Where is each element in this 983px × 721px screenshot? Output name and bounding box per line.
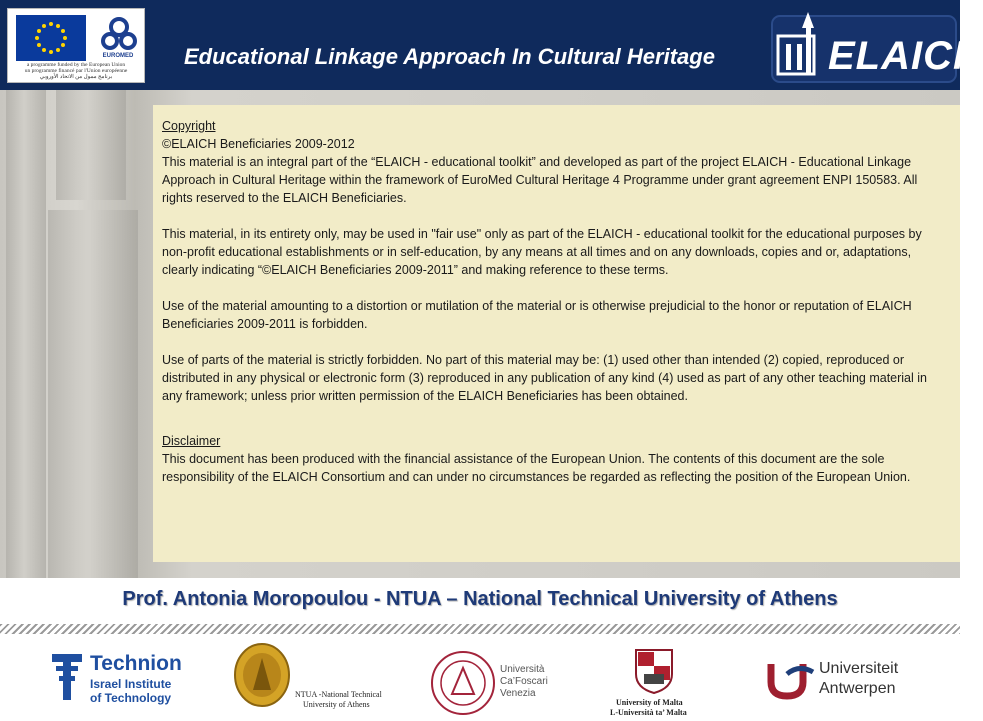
page-title: Educational Linkage Approach In Cultural Heritage bbox=[184, 44, 715, 69]
column-ruin bbox=[48, 210, 138, 578]
malta-logo bbox=[610, 648, 710, 720]
eu-flag-icon bbox=[16, 15, 86, 61]
column-ruin bbox=[6, 90, 46, 578]
copyright-heading: Copyright bbox=[162, 119, 216, 133]
copyright-line: ©ELAICH Beneficiaries 2009-2012 bbox=[162, 137, 355, 151]
author-bar bbox=[0, 578, 960, 624]
malta-crest-icon bbox=[634, 648, 674, 694]
antwerpen-emblem-icon bbox=[767, 660, 815, 700]
venezia-name: Ca’Foscari bbox=[500, 676, 548, 687]
ntua-name: NTUA -National Technical bbox=[295, 690, 382, 699]
technion-logo bbox=[50, 650, 190, 710]
venezia-name: Venezia bbox=[500, 688, 536, 699]
elaich-logo bbox=[768, 6, 983, 84]
technion-sub: of Technology bbox=[90, 691, 172, 705]
antwerpen-name: Universiteit bbox=[819, 660, 899, 677]
antwerpen-logo bbox=[767, 660, 917, 706]
antwerpen-name: Antwerpen bbox=[819, 680, 896, 697]
paragraph: Use of parts of the material is strictly forbidden. No part of this material may be: (1) used other than intended (2) copied, reproduced or distributed in any physical or electronic form (3) reproduced in any publication of any kind (4) used as part of any other teaching material in any framework; unless prior written permission of the ELAICH Beneficiaries has been obtained. bbox=[162, 353, 927, 403]
euromed-label: EUROMED bbox=[102, 53, 134, 59]
ntua-logo bbox=[233, 642, 403, 718]
malta-name: L-Università ta’ Malta bbox=[610, 708, 687, 717]
ntua-name: University of Athens bbox=[303, 700, 370, 709]
technion-emblem-icon bbox=[50, 650, 84, 704]
copyright-panel bbox=[153, 105, 960, 562]
disclaimer-text: This document has been produced with the financial assistance of the European Union. The contents of this document are the sole responsibility of the ELAICH Consortium and can under no circumstances be regarded as reflecting the position of the European Union. bbox=[162, 452, 911, 484]
disclaimer-heading: Disclaimer bbox=[162, 434, 221, 448]
eu-funding-badge bbox=[7, 8, 145, 83]
eu-caption-line: برنامج ممول من الاتحاد الأوروبي bbox=[39, 74, 113, 80]
paragraph: Use of the material amounting to a distortion or mutilation of the material or is otherwise prejudicial to the honor or reputation of ELAICH Beneficiaries 2009-2011 is forbidden. bbox=[162, 299, 912, 331]
column-ruin bbox=[56, 90, 126, 200]
technion-name: Technion bbox=[90, 652, 182, 675]
eu-caption-line: a programme funded by the European Union bbox=[26, 62, 126, 68]
paragraph: This material is an integral part of the “ELAICH - educational toolkit” and developed as part of the project ELAICH - Educational Linkage Approach in Cultural Heritage within the framework of EuroMed Cultural Heritage 4 Programme under grant agreement ENPI 150583. All rights reserved to the ELAICH Beneficiaries. bbox=[162, 155, 918, 205]
ntua-seal-icon bbox=[233, 642, 291, 708]
malta-name: University of Malta bbox=[616, 698, 683, 707]
panel-text bbox=[162, 117, 942, 486]
partner-logos bbox=[0, 636, 960, 720]
elaich-logo-text: ELAICH bbox=[828, 34, 983, 78]
venezia-logo bbox=[430, 650, 570, 712]
venezia-name: Università bbox=[500, 664, 545, 675]
eu-caption-line: un programme financé par l'Union européenne bbox=[24, 68, 128, 74]
hatched-divider bbox=[0, 624, 960, 634]
technion-sub: Israel Institute bbox=[90, 677, 172, 691]
eu-caption bbox=[10, 62, 142, 80]
header-bar bbox=[0, 0, 983, 90]
author-credit: Prof. Antonia Moropoulou - NTUA – National Technical University of Athens bbox=[122, 588, 838, 610]
paragraph: This material, in its entirety only, may be used in "fair use" only as part of the ELAICH - educational toolkit for the educational purposes by non-profit educational establishments or in self-education, by any means at all times and on any downloads, copies and or, adaptations, clearly indicating “©ELAICH Beneficiaries 2009-2011” and making reference to these terms. bbox=[162, 227, 922, 277]
cafoscari-seal-icon bbox=[430, 650, 496, 716]
